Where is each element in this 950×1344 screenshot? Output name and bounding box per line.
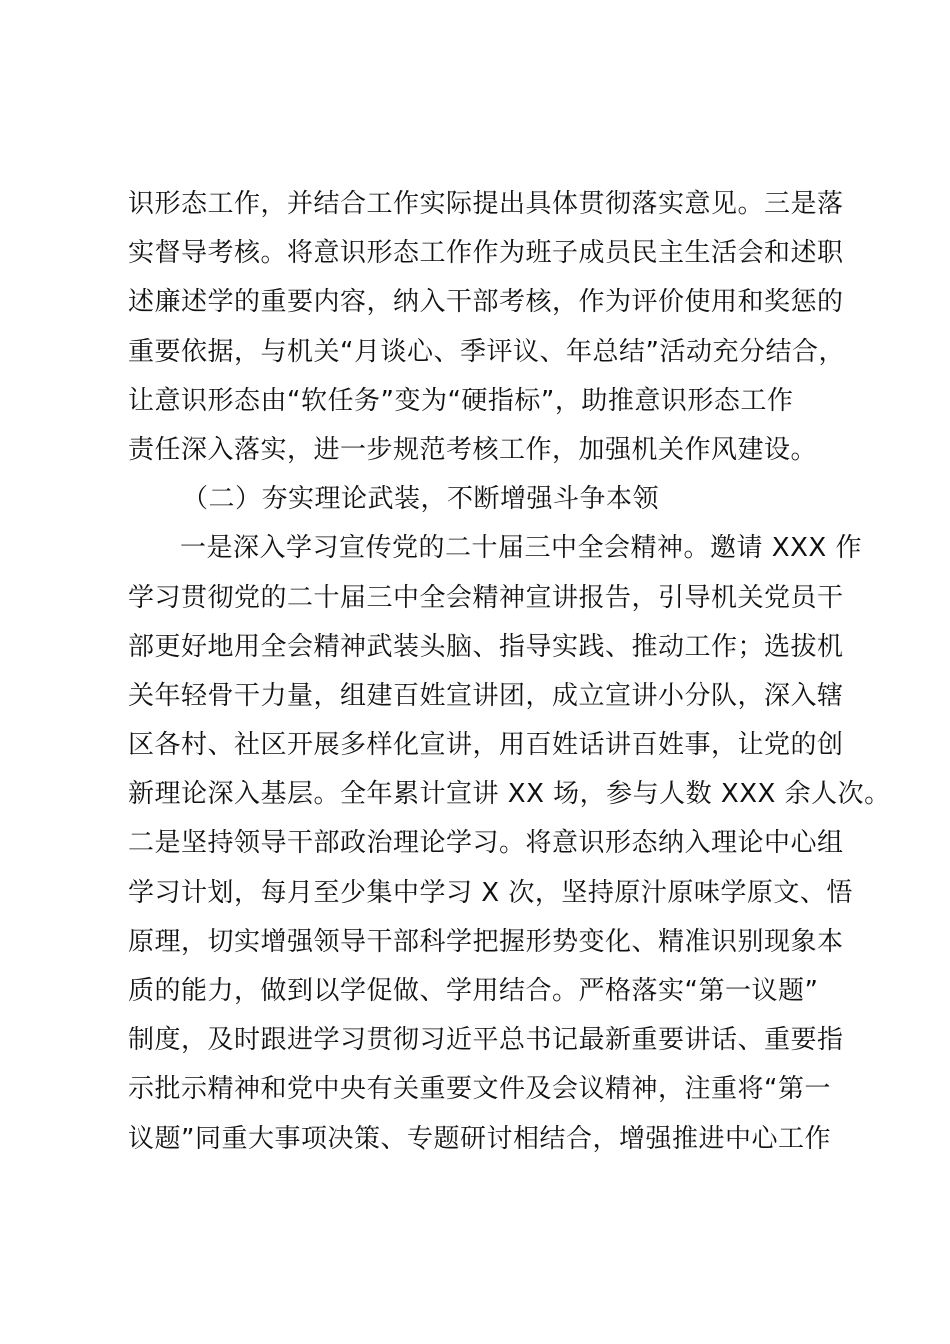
- text-line: 一是深入学习宣传党的二十届三中全会精神。邀请 XXX 作: [180, 533, 862, 564]
- text-line: 议题”同重大事项决策、专题研讨相结合，增强推进中心工作: [128, 1123, 831, 1154]
- text-line: 述廉述学的重要内容，纳入干部考核，作为评价使用和奖惩的: [128, 287, 844, 318]
- text-line: 示批示精神和党中央有关重要文件及会议精神，注重将“第一: [128, 1074, 831, 1105]
- text-line: 学习计划，每月至少集中学习 X 次，坚持原汁原味学原文、悟: [128, 877, 853, 908]
- text-line: 新理论深入基层。全年累计宣讲 XX 场，参与人数 XXX 余人次。: [128, 779, 891, 810]
- text-line: 二是坚持领导干部政治理论学习。将意识形态纳入理论中心组: [128, 828, 844, 859]
- text-line: 部更好地用全会精神武装头脑、指导实践、推动工作；选拔机: [128, 631, 844, 662]
- text-line: 重要依据，与机关“月谈心、季评议、年总结”活动充分结合，: [128, 336, 845, 367]
- text-line: 学习贯彻党的二十届三中全会精神宣讲报告，引导机关党员干: [128, 582, 844, 613]
- text-line: 让意识形态由“软任务”变为“硬指标”，助推意识形态工作: [128, 385, 794, 416]
- text-line: 识形态工作，并结合工作实际提出具体贯彻落实意见。三是落: [128, 189, 844, 219]
- section-heading: （二）夯实理论武装，不断增强斗争本领: [182, 484, 660, 515]
- text-line: 质的能力，做到以学促做、学用结合。严格落实“第一议题”: [128, 976, 819, 1006]
- text-line: 关年轻骨干力量，组建百姓宣讲团，成立宣讲小分队，深入辖: [128, 680, 844, 711]
- text-line: 区各村、社区开展多样化宣讲，用百姓话讲百姓事，让党的创: [128, 730, 844, 761]
- text-line: 制度，及时跟进学习贯彻习近平总书记最新重要讲话、重要指: [128, 1025, 844, 1056]
- text-line: 原理，切实增强领导干部科学把握形势变化、精准识别现象本: [128, 926, 844, 957]
- text-line: 责任深入落实，进一步规范考核工作，加强机关作风建设。: [128, 434, 818, 465]
- text-line: 实督导考核。将意识形态工作作为班子成员民主生活会和述职: [128, 238, 844, 269]
- body-text: [128, 180, 891, 1164]
